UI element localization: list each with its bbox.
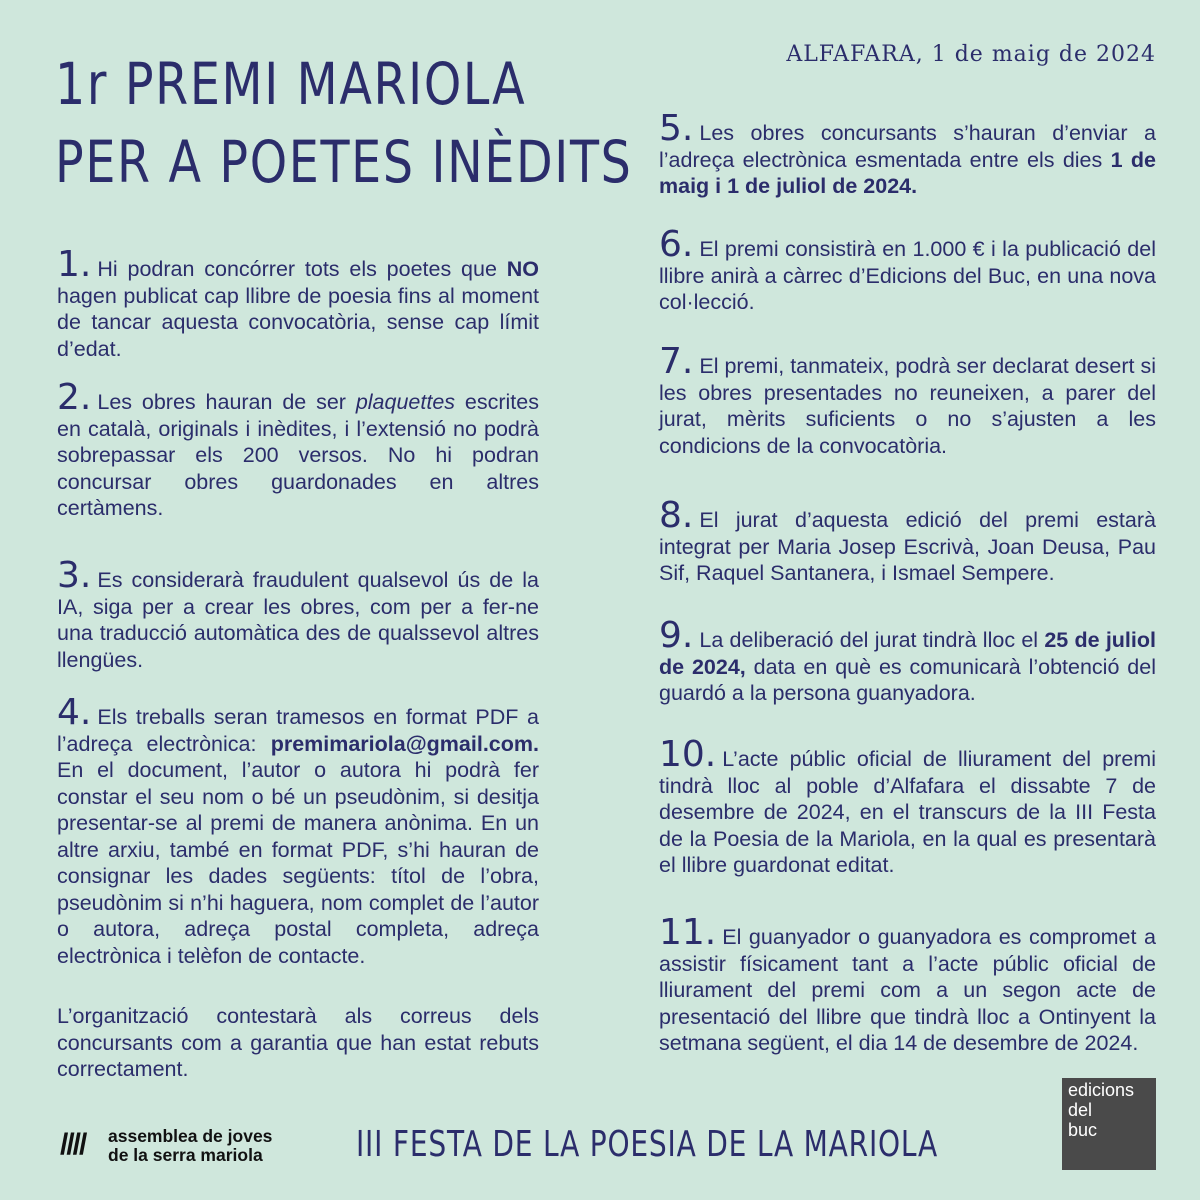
rule-number: 7.	[659, 341, 694, 382]
rule-text: hagen publicat cap llibre de poesia fins al moment de tancar aquesta convocatòria, sense cap límit d’edat.	[57, 283, 539, 361]
rule-1	[57, 244, 539, 362]
rule-8	[659, 495, 1156, 587]
rule-number: 10.	[659, 734, 717, 775]
rule-text: El jurat d’aquesta edició del premi estarà integrat per Maria Josep Escrivà, Joan Deusa, Pau Sif, Raquel Santanera, i Ismael Sempere.	[659, 508, 1156, 585]
assemblea-line-2: de la serra mariola	[108, 1145, 263, 1165]
rule-text: escrites en català, originals i inèdites, i l’extensió no podrà sobrepassar els 200 versos. No hi podran concursar obres guardonades en altres certàmens.	[57, 390, 539, 520]
rule-text: En el document, l’autor o autora hi podrà fer constar el seu nom o bé un pseudònim, si desitja presentar-se al premi de manera anònima. En un altre arxiu, també en format PDF, s’hi hauran de consignar les dades següents: títol de l’obra, pseudònim si n’hi haguera, nom complet de l’autor o autora, adreça postal completa, adreça electrònica i telèfon de contacte.	[57, 758, 539, 968]
festa-title: III FESTA DE LA POESIA DE LA MARIOLA	[356, 1124, 938, 1165]
rule-number: 5.	[659, 108, 694, 149]
rule-number: 8.	[659, 495, 694, 536]
rule-3	[57, 555, 539, 673]
rule-text: La deliberació del jurat tindrà lloc el	[699, 628, 1045, 652]
buc-line-2: del	[1068, 1100, 1093, 1120]
slashes-icon: ////	[60, 1128, 86, 1161]
rule-4	[57, 692, 539, 969]
rule-text: Hi podran concórrer tots els poetes que	[97, 257, 507, 281]
rule-text: El premi consistirà en 1.000 € i la publicació del llibre anirà a càrrec d’Edicions del Buc, en una nova col·lecció.	[659, 237, 1156, 314]
rule-2	[57, 377, 539, 522]
rule-text: L’organització contestarà als correus dels concursants com a garantia que han estat rebuts correctament.	[57, 1004, 539, 1081]
rule-10	[659, 734, 1156, 879]
rule-7	[659, 341, 1156, 459]
rule-number: 4.	[57, 692, 92, 733]
rule-9	[659, 615, 1156, 707]
rule-text: El premi, tanmateix, podrà ser declarat desert si les obres presentades no reuneixen, a parer del jurat, mèrits suficients o no s’ajusten a les condicions de la convocatòria.	[659, 354, 1156, 458]
italic-text: plaquettes	[355, 390, 456, 414]
rule-text: El guanyador o guanyadora es compromet a assistir físicament tant a l’acte públic oficial de lliurament del premi com a un segon acte de presentació del llibre que tindrà lloc a Ontinyent la setmana següent, el dia 14 de desembre de 2024.	[659, 925, 1156, 1055]
buc-line-3: buc	[1068, 1120, 1098, 1140]
buc-line-1: edicions	[1068, 1080, 1135, 1100]
title-line-1: 1r PREMI MARIOLA	[55, 50, 527, 118]
rule-5	[659, 108, 1156, 200]
rule-number: 2.	[57, 377, 92, 418]
rule-text: L’acte públic oficial de lliurament del premi tindrà lloc al poble d’Alfafara el dissabte 7 de desembre de 2024, en el transcurs de la III Festa de la Poesia de la Mariola, en la qual es presentarà el llibre guardonat editat.	[659, 747, 1156, 877]
rule-text: data en què es comunicarà l’obtenció del guardó a la persona guanyadora.	[659, 654, 1156, 705]
bold-text: NO	[506, 257, 539, 281]
bold-text: 1 de maig i 1 de juliol de 2024.	[659, 147, 1156, 198]
assemblea-line-1: assemblea de joves	[108, 1126, 273, 1146]
rule-number: 3.	[57, 555, 92, 596]
organization-note	[57, 1003, 539, 1083]
rule-6	[659, 224, 1156, 316]
assemblea-logo	[60, 1125, 300, 1167]
bold-text: premimariola@gmail.com.	[270, 731, 539, 756]
rule-text: Les obres hauran de ser	[97, 390, 356, 414]
rule-number: 11.	[659, 912, 717, 953]
bold-text: 25 de juliol de 2024,	[659, 628, 1156, 679]
rule-number: 1.	[57, 244, 92, 285]
rule-text: Es considerarà fraudulent qualsevol ús de la IA, siga per a crear les obres, com per a fer-ne una traducció automàtica des de qualssevol altres llengües.	[57, 568, 539, 672]
rule-number: 6.	[659, 224, 694, 265]
place-date: ALFAFARA, 1 de maig de 2024	[786, 42, 1156, 67]
rule-text: Les obres concursants s’hauran d’enviar a l’adreça electrònica esmentada entre els dies	[659, 121, 1156, 172]
rule-number: 9.	[659, 615, 694, 656]
rule-11	[659, 912, 1156, 1057]
rule-text: Els treballs seran tramesos en format PDF a l’adreça electrònica:	[57, 705, 539, 756]
title-line-2: PER A POETES INÈDITS	[55, 128, 633, 196]
edicions-del-buc-logo	[1062, 1078, 1156, 1170]
